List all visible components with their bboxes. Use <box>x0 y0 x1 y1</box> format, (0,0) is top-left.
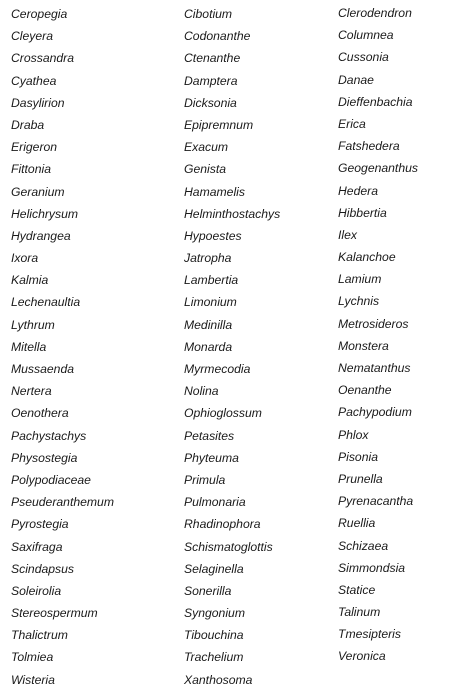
plant-name-item: Wisteria <box>11 672 55 687</box>
plant-name-item: Erica <box>338 116 366 131</box>
plant-name-item: Limonium <box>184 295 237 310</box>
plant-name-item: Stereospermum <box>11 606 98 621</box>
plant-name-item: Myrmecodia <box>184 362 251 376</box>
plant-name-item: Ixora <box>11 251 39 266</box>
plant-name-item: Xanthosoma <box>184 672 253 687</box>
plant-name-item: Cyathea <box>11 73 57 88</box>
plant-name-item: Selaginella <box>184 561 244 576</box>
plant-name-item: Hydrangea <box>11 228 71 243</box>
plant-name-item: Nolina <box>184 384 219 399</box>
plant-list-column-2 <box>184 4 280 692</box>
plant-name-item: Rhadinophora <box>184 517 261 532</box>
plant-name-item: Dieffenbachia <box>338 94 413 109</box>
plant-name-item: Monstera <box>338 338 389 353</box>
plant-name-item: Monarda <box>184 339 233 354</box>
plant-name-item: Hedera <box>338 183 378 198</box>
plant-name-item: Pachystachys <box>11 428 87 443</box>
plant-name-item: Nertera <box>11 384 52 399</box>
plant-name-item: Tolmiea <box>11 650 54 665</box>
plant-name-item: Cussonia <box>338 50 389 65</box>
plant-name-item: Erigeron <box>11 140 58 155</box>
plant-name-item: Kalanchoe <box>338 250 396 265</box>
plant-name-item: Tmesipteris <box>338 627 401 642</box>
plant-name-item: Danae <box>338 72 374 87</box>
plant-name-item: Pyrenacantha <box>338 494 414 509</box>
plant-name-item: Hypoestes <box>184 228 242 243</box>
plant-name-item: Schizaea <box>338 538 389 553</box>
plant-name-item: Oenanthe <box>338 383 392 398</box>
plant-name-item: Nematanthus <box>338 361 411 375</box>
plant-name-item: Tibouchina <box>184 628 244 643</box>
plant-name-item: Exacum <box>184 140 229 155</box>
plant-name-item: Lythrum <box>11 317 55 332</box>
plant-name-item: Lambertia <box>184 273 239 288</box>
plant-name-item: Columnea <box>338 28 394 43</box>
plant-name-item: Dicksonia <box>184 95 237 110</box>
plant-name-item: Talinum <box>338 605 381 620</box>
plant-name-item: Jatropha <box>184 251 232 266</box>
plant-name-item: Cibotium <box>184 7 233 21</box>
plant-name-item: Thalictrum <box>11 628 68 643</box>
plant-name-item: Sonerilla <box>184 583 232 598</box>
plant-name-item: Geogenanthus <box>338 161 418 176</box>
plant-name-item: Prunella <box>338 471 383 486</box>
plant-name-item: Cleyera <box>11 29 53 44</box>
plant-name-item: Saxifraga <box>11 539 63 554</box>
plant-list-column-1 <box>11 4 114 692</box>
plant-name-item: Soleirolia <box>11 583 62 598</box>
plant-name-item: Ophioglossum <box>184 406 262 421</box>
plant-name-item: Pulmonaria <box>184 495 246 510</box>
plant-name-item: Veronica <box>338 649 386 664</box>
plant-name-item: Schismatoglottis <box>184 539 273 554</box>
plant-name-item: Phyteuma <box>184 450 239 465</box>
plant-name-item: Scindapsus <box>11 561 75 576</box>
plant-name-item: Genista <box>184 162 227 177</box>
plant-name-item: Oenothera <box>11 406 69 421</box>
plant-name-item: Damptera <box>184 73 238 88</box>
plant-name-item: Helichrysum <box>11 206 79 221</box>
plant-name-item: Simmondsia <box>338 560 406 575</box>
plant-name-item: Ruellia <box>338 516 376 531</box>
plant-name-item: Primula <box>184 472 226 487</box>
plant-name-item: Ceropegia <box>11 7 68 21</box>
plant-name-item: Lamium <box>338 272 382 287</box>
plant-name-item: Dasylirion <box>11 95 65 110</box>
plant-name-item: Draba <box>11 117 45 132</box>
plant-name-item: Medinilla <box>184 317 233 332</box>
plant-name-item: Epipremnum <box>184 117 254 132</box>
plant-name-item: Helminthostachys <box>184 206 281 221</box>
plant-name-item: Geranium <box>11 184 65 199</box>
plant-name-item: Fittonia <box>11 162 51 177</box>
plant-name-item: Trachelium <box>184 650 244 665</box>
plant-name-item: Petasites <box>184 428 235 443</box>
plant-name-item: Clerodendron <box>338 6 412 20</box>
plant-name-item: Pseuderanthemum <box>11 495 114 510</box>
plant-name-item: Kalmia <box>11 273 49 288</box>
plant-name-item: Phlox <box>338 427 369 442</box>
plant-name-item: Hibbertia <box>338 205 387 220</box>
plant-name-item: Mussaenda <box>11 362 75 376</box>
plant-name-item: Statice <box>338 582 376 597</box>
plant-name-item: Hamamelis <box>184 184 245 199</box>
plant-name-item: Ilex <box>338 227 357 242</box>
plant-name-item: Ctenanthe <box>184 51 241 66</box>
plant-name-item: Polypodiaceae <box>11 472 91 487</box>
plant-name-item: Codonanthe <box>184 29 251 44</box>
plant-name-item: Mitella <box>11 339 47 354</box>
plant-name-item: Lychnis <box>338 294 380 309</box>
plant-list-column-3 <box>338 3 418 669</box>
plant-name-item: Pyrostegia <box>11 517 69 532</box>
plant-name-item: Pachypodium <box>338 405 412 420</box>
plant-name-item: Pisonia <box>338 449 378 464</box>
plant-name-item: Lechenaultia <box>11 295 81 310</box>
plant-name-item: Crossandra <box>11 51 74 66</box>
plant-name-item: Physostegia <box>11 450 78 465</box>
plant-name-item: Syngonium <box>184 606 245 621</box>
plant-name-item: Fatshedera <box>338 139 400 154</box>
plant-name-item: Metrosideros <box>338 316 409 331</box>
